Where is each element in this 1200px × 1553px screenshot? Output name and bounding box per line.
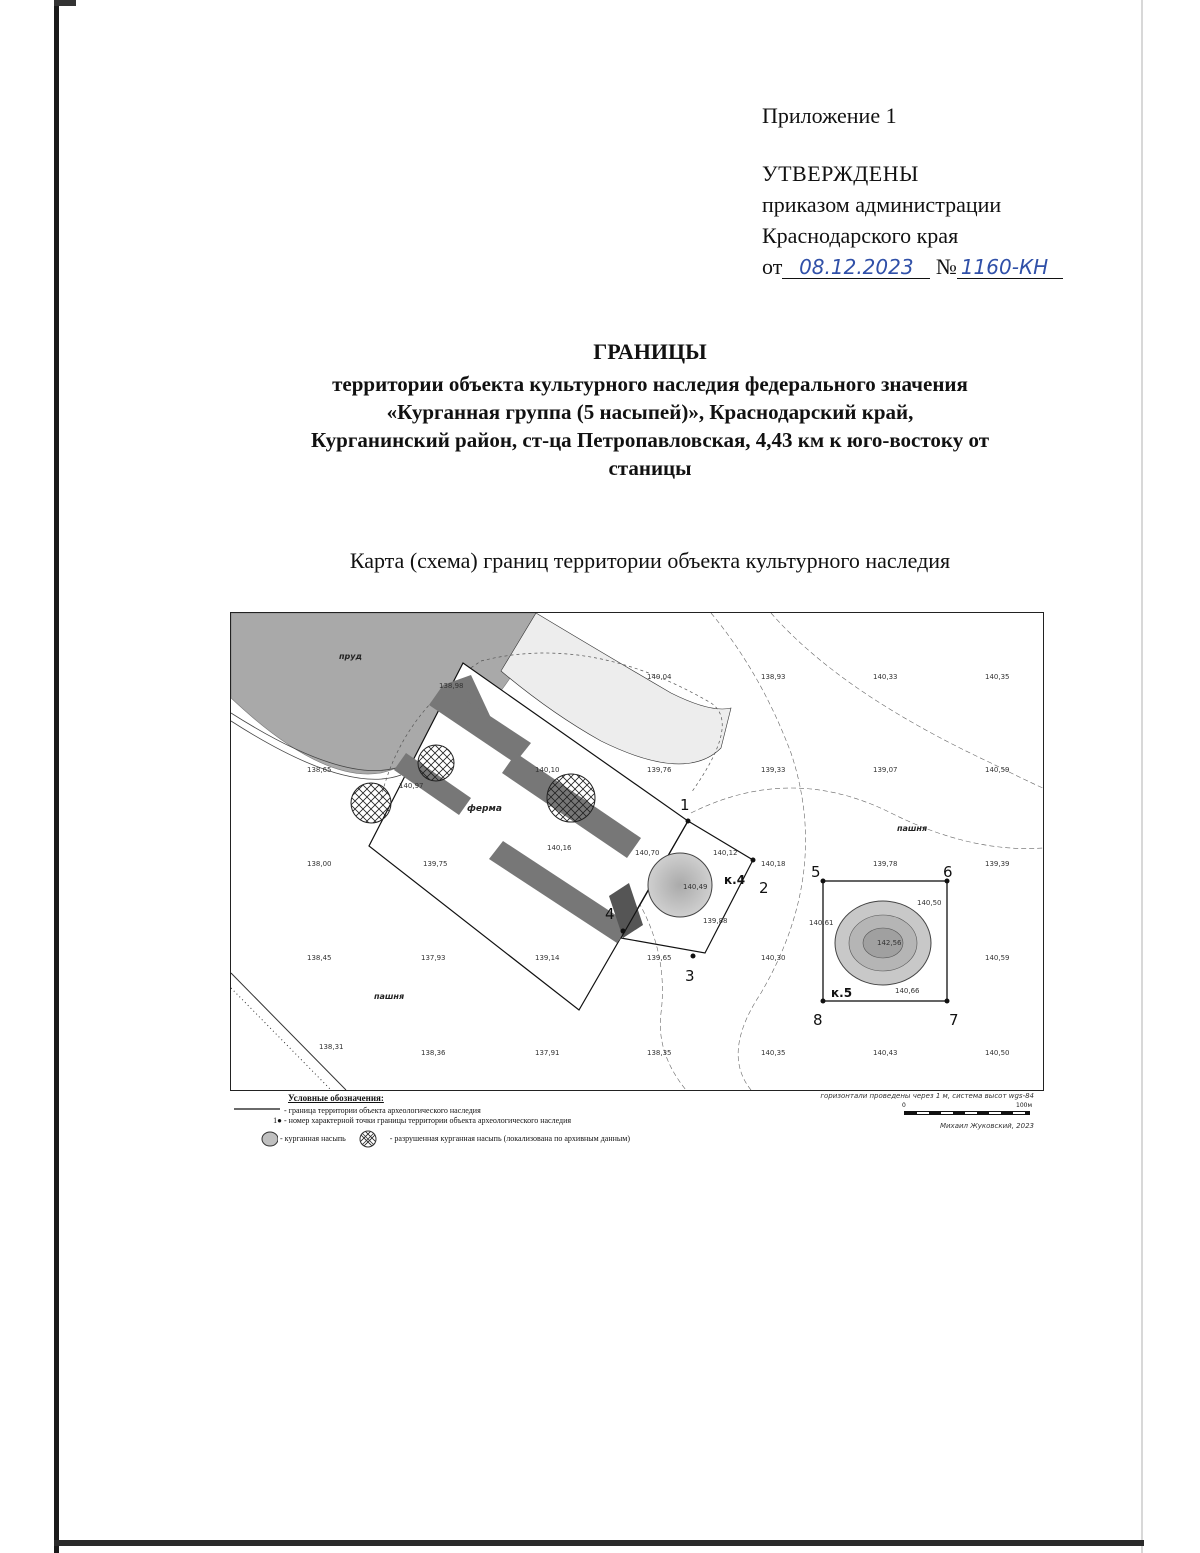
railway-2 — [231, 988, 331, 1090]
elev-38: 140,50 — [985, 1049, 1010, 1057]
label-field-1: пашня — [897, 824, 928, 833]
map-author: Михаил Жуковский, 2023 — [939, 1122, 1034, 1130]
legend-title: Условные обозначения: — [288, 1093, 384, 1103]
point-4 — [621, 929, 626, 934]
elev-22: 140,50 — [917, 899, 942, 907]
label-k4: к.4 — [724, 873, 746, 887]
elev-30: 140,59 — [985, 954, 1010, 962]
approval-line-2: Краснодарского края — [762, 223, 959, 248]
elev-28: 139,65 — [647, 954, 672, 962]
scan-edge-bottom — [54, 1540, 1144, 1546]
approved-label: УТВЕРЖДЕНЫ — [762, 161, 919, 186]
point-label-4: 4 — [605, 905, 615, 923]
elev-9: 139,33 — [761, 766, 786, 774]
scale-bar — [902, 1102, 1032, 1116]
point-8 — [821, 999, 826, 1004]
approval-line-1: приказом администрации — [762, 192, 1002, 217]
elev-35: 138,35 — [647, 1049, 672, 1057]
elev-12: 138,00 — [307, 860, 332, 868]
elev-10: 139,07 — [873, 766, 898, 774]
elev-11: 140,59 — [985, 766, 1010, 774]
point-3 — [691, 954, 696, 959]
elev-31: 140,66 — [895, 987, 920, 995]
elev-3: 140,33 — [873, 673, 898, 681]
elev-23: 140,61 — [809, 919, 834, 927]
point-label-2: 2 — [759, 879, 769, 897]
elev-15: 140,70 — [635, 849, 660, 857]
boundary-line-symbol — [232, 1105, 282, 1113]
elev-2: 138,93 — [761, 673, 786, 681]
legend-boundary — [232, 1105, 481, 1115]
railway — [231, 973, 346, 1090]
elev-0: 138,98 — [439, 682, 464, 690]
elev-1: 140,04 — [647, 673, 672, 681]
point-label-7: 7 — [949, 1011, 959, 1029]
map-subtitle: Карта (схема) границ территории объекта культурного наследия — [349, 548, 951, 573]
elev-19: 139,39 — [985, 860, 1010, 868]
legend-point-number: 1 — [273, 1116, 278, 1125]
handwritten-date: 08.12.2023 — [782, 256, 930, 279]
label-k5: к.5 — [831, 986, 853, 1000]
scan-edge-corner — [54, 0, 76, 6]
date-prefix: от — [762, 254, 783, 279]
legend-mounds — [232, 1130, 630, 1148]
elev-34: 137,91 — [535, 1049, 560, 1057]
point-2 — [751, 858, 756, 863]
document-title — [200, 338, 1100, 482]
point-7 — [945, 999, 950, 1004]
elev-32: 138,31 — [319, 1043, 344, 1051]
title-main: ГРАНИЦЫ — [593, 339, 707, 364]
legend-destroyed-text: - разрушенная курганная насыпь (локализована по архивным данным) — [389, 1133, 630, 1143]
elev-7: 140,10 — [535, 766, 560, 774]
destroyed-mound-2 — [418, 745, 454, 781]
point-5 — [821, 879, 826, 884]
legend-mound-text: - курганная насыпь — [280, 1133, 346, 1143]
destroyed-mound-3 — [547, 774, 595, 822]
map-svg — [231, 613, 1043, 1090]
point-label-1: 1 — [680, 796, 690, 814]
point-label-3: 3 — [685, 967, 695, 985]
scale-end: 100м — [1016, 1102, 1032, 1109]
title-line-4: станицы — [608, 456, 692, 480]
scale-start: 0 — [902, 1102, 906, 1109]
destroyed-mound-1 — [351, 783, 391, 823]
elev-33: 138,36 — [421, 1049, 446, 1057]
elev-27: 139,14 — [535, 954, 560, 962]
elev-36: 140,35 — [761, 1049, 786, 1057]
annex-label: Приложение 1 — [762, 103, 897, 128]
title-line-2: «Курганная группа (5 насыпей)», Краснодарский край, — [386, 400, 914, 424]
scan-edge-left — [54, 0, 59, 1553]
label-pond: пруд — [339, 652, 362, 661]
elev-17: 140,18 — [761, 860, 786, 868]
elev-14: 140,16 — [547, 844, 572, 852]
number-prefix: № — [935, 254, 957, 279]
elev-18: 139,78 — [873, 860, 898, 868]
legend-point — [232, 1116, 571, 1125]
contour-4 — [691, 788, 1043, 849]
elev-6: 140,97 — [399, 782, 424, 790]
elev-24: 142,56 — [877, 939, 902, 947]
elev-4: 140,35 — [985, 673, 1010, 681]
elev-26: 137,93 — [421, 954, 446, 962]
elev-21: 139,88 — [703, 917, 728, 925]
legend-point-symbol: 1● — [273, 1116, 282, 1125]
point-label-6: 6 — [943, 863, 953, 881]
title-line-1: территории объекта культурного наследия федерального значения — [332, 372, 968, 396]
contour-2 — [771, 613, 1043, 788]
destroyed-mound-symbol — [348, 1130, 388, 1148]
elev-8: 139,76 — [647, 766, 672, 774]
point-label-8: 8 — [813, 1011, 823, 1029]
approval-date-line — [762, 251, 1063, 282]
scale-line — [904, 1111, 1030, 1115]
handwritten-number: 1160-КН — [957, 256, 1063, 279]
label-field-2: пашня — [374, 992, 405, 1001]
approval-block — [762, 100, 1063, 282]
elev-20: 140,49 — [683, 883, 708, 891]
elev-5: 138,65 — [307, 766, 332, 774]
point-label-5: 5 — [811, 863, 821, 881]
elev-37: 140,43 — [873, 1049, 898, 1057]
elev-13: 139,75 — [423, 860, 448, 868]
boundary-map — [230, 612, 1044, 1091]
elev-29: 140,30 — [761, 954, 786, 962]
legend-point-text: - номер характерной точки границы территории объекта археологического наследия — [284, 1116, 572, 1125]
mound-symbol — [232, 1130, 278, 1148]
legend-boundary-text: - граница территории объекта археологического наследия — [284, 1106, 481, 1115]
contours-note: горизонтали проведены через 1 м, система высот wgs-84 — [820, 1092, 1034, 1100]
point-1 — [686, 819, 691, 824]
title-line-3: Курганинский район, ст-ца Петропавловская, 4,43 км к юго-востоку от — [310, 428, 990, 452]
scan-edge-right — [1141, 0, 1143, 1553]
elev-25: 138,45 — [307, 954, 332, 962]
map-legend — [232, 1090, 1042, 1150]
label-farm: ферма — [467, 804, 502, 814]
elev-16: 140,12 — [713, 849, 738, 857]
